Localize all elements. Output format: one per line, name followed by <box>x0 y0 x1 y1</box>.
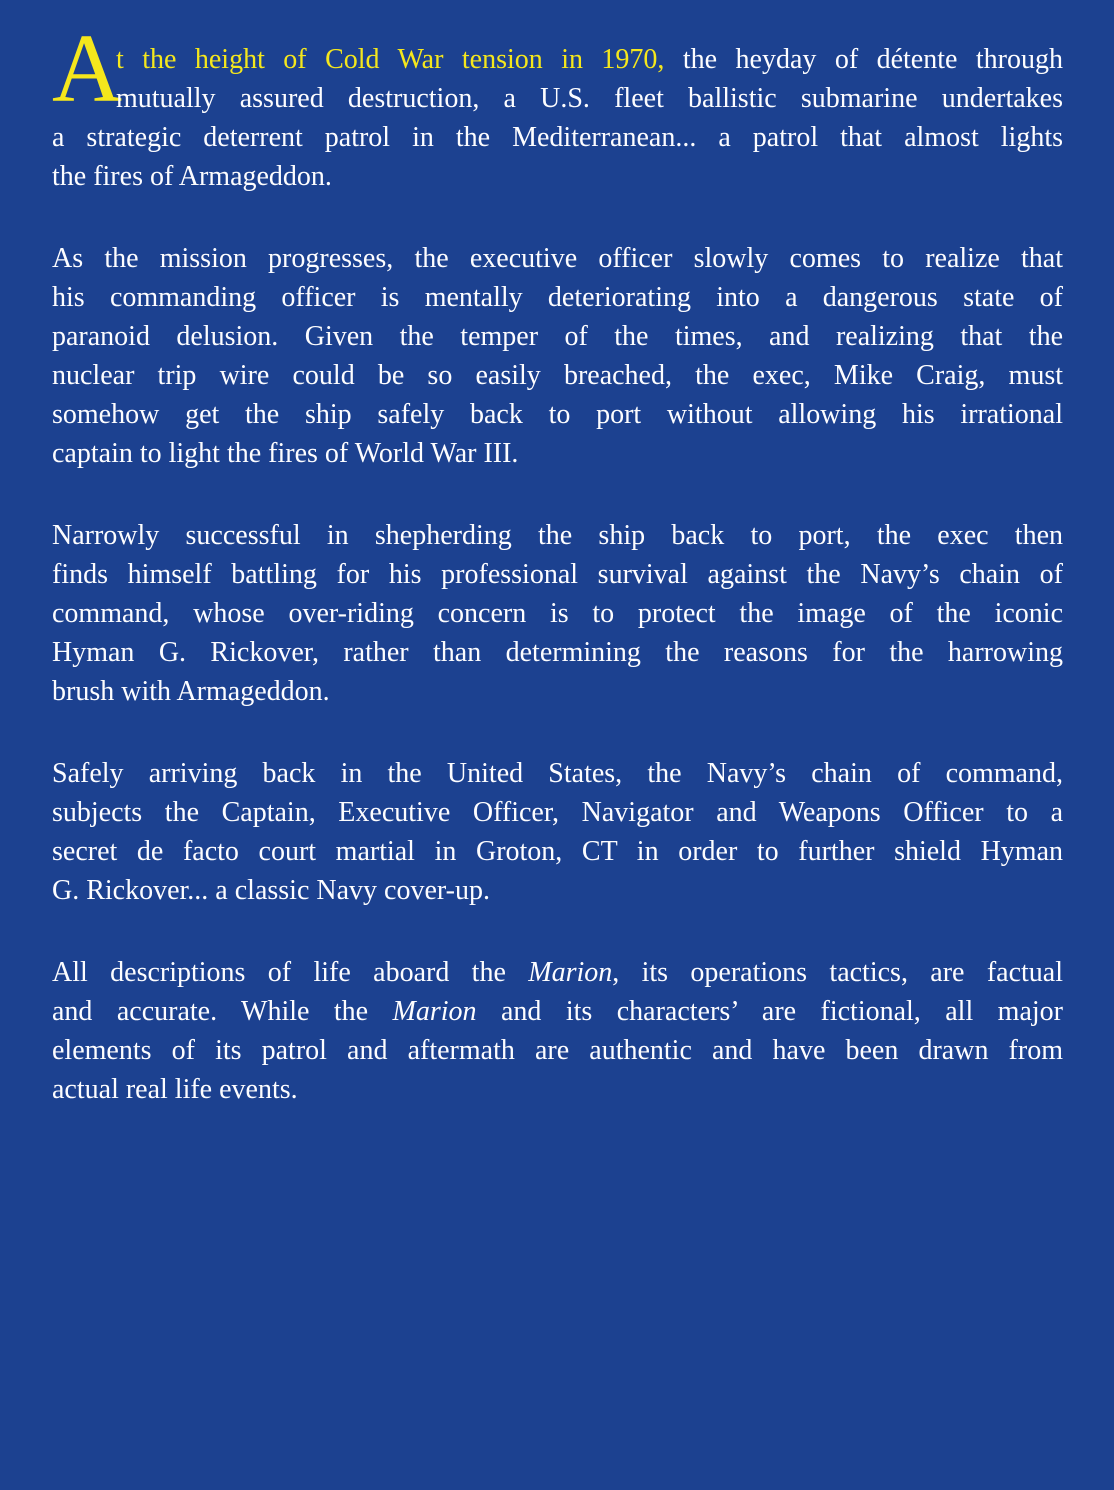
body-text: nuclear trip wire could be so easily breached, the exec, Mike Craig, must <box>52 360 1063 391</box>
text-line <box>52 992 1063 1031</box>
paragraph-5 <box>52 953 1063 1109</box>
body-text: captain to light the fires of World War III. <box>52 438 519 469</box>
text-line <box>52 793 1063 832</box>
text-line <box>52 79 1063 118</box>
text-line <box>52 434 1063 473</box>
body-text: actual real life events. <box>52 1074 298 1105</box>
text-line <box>52 278 1063 317</box>
text-line <box>52 317 1063 356</box>
paragraph-4 <box>52 754 1063 910</box>
text-line <box>52 239 1063 278</box>
text-line <box>52 594 1063 633</box>
paragraph-1 <box>52 15 1063 196</box>
text-line <box>52 672 1063 711</box>
text-line <box>52 1070 1063 1109</box>
body-text: the heyday of détente through <box>664 44 1063 75</box>
text-line <box>52 953 1063 992</box>
text-line <box>52 832 1063 871</box>
body-text: secret de facto court martial in Groton, CT in order to further shield Hyman <box>52 836 1063 867</box>
body-text: Hyman G. Rickover, rather than determining the reasons for the harrowing <box>52 637 1063 668</box>
text-line <box>52 516 1063 555</box>
body-text: the fires of Armageddon. <box>52 161 332 192</box>
text-line <box>52 1031 1063 1070</box>
text-line <box>52 871 1063 910</box>
body-text: mutually assured destruction, a U.S. fleet ballistic submarine undertakes <box>116 83 1063 114</box>
text-line <box>52 40 1063 79</box>
body-text: command, whose over-riding concern is to protect the image of the iconic <box>52 598 1063 629</box>
body-text: and its characters’ are fictional, all major <box>476 996 1063 1027</box>
body-text: paranoid delusion. Given the temper of the times, and realizing that the <box>52 321 1063 352</box>
body-text: elements of its patrol and aftermath are authentic and have been drawn from <box>52 1035 1063 1066</box>
drop-cap: A <box>52 15 123 122</box>
body-text: finds himself battling for his professional survival against the Navy’s chain of <box>52 559 1063 590</box>
body-text: somehow get the ship safely back to port without allowing his irrational <box>52 399 1063 430</box>
body-text: brush with Armageddon. <box>52 676 330 707</box>
body-text: subjects the Captain, Executive Officer, Navigator and Weapons Officer to a <box>52 797 1063 828</box>
body-text: As the mission progresses, the executive officer slowly comes to realize that <box>52 243 1063 274</box>
accent-text: t the height of Cold War tension in 1970, <box>116 44 665 75</box>
body-text: All descriptions of life aboard the <box>52 957 529 988</box>
ship-name-italic: Marion <box>528 957 613 988</box>
body-text: G. Rickover... a classic Navy cover-up. <box>52 875 490 906</box>
text-line <box>52 633 1063 672</box>
book-blurb <box>52 15 1064 1109</box>
text-line <box>52 118 1063 157</box>
text-line <box>52 395 1063 434</box>
paragraph-2 <box>52 239 1063 473</box>
paragraph-3 <box>52 516 1063 711</box>
text-line <box>52 555 1063 594</box>
body-text: his commanding officer is mentally deteriorating into a dangerous state of <box>52 282 1063 313</box>
body-text: a strategic deterrent patrol in the Mediterranean... a patrol that almost lights <box>52 122 1063 153</box>
text-line <box>52 754 1063 793</box>
text-line <box>52 356 1063 395</box>
text-line <box>52 157 1063 196</box>
body-text: Safely arriving back in the United States, the Navy’s chain of command, <box>52 758 1063 789</box>
body-text: Narrowly successful in shepherding the ship back to port, the exec then <box>52 520 1063 551</box>
body-text: and accurate. While the <box>52 996 393 1027</box>
body-text: , its operations tactics, are factual <box>612 957 1064 988</box>
ship-name-italic: Marion <box>392 996 477 1027</box>
